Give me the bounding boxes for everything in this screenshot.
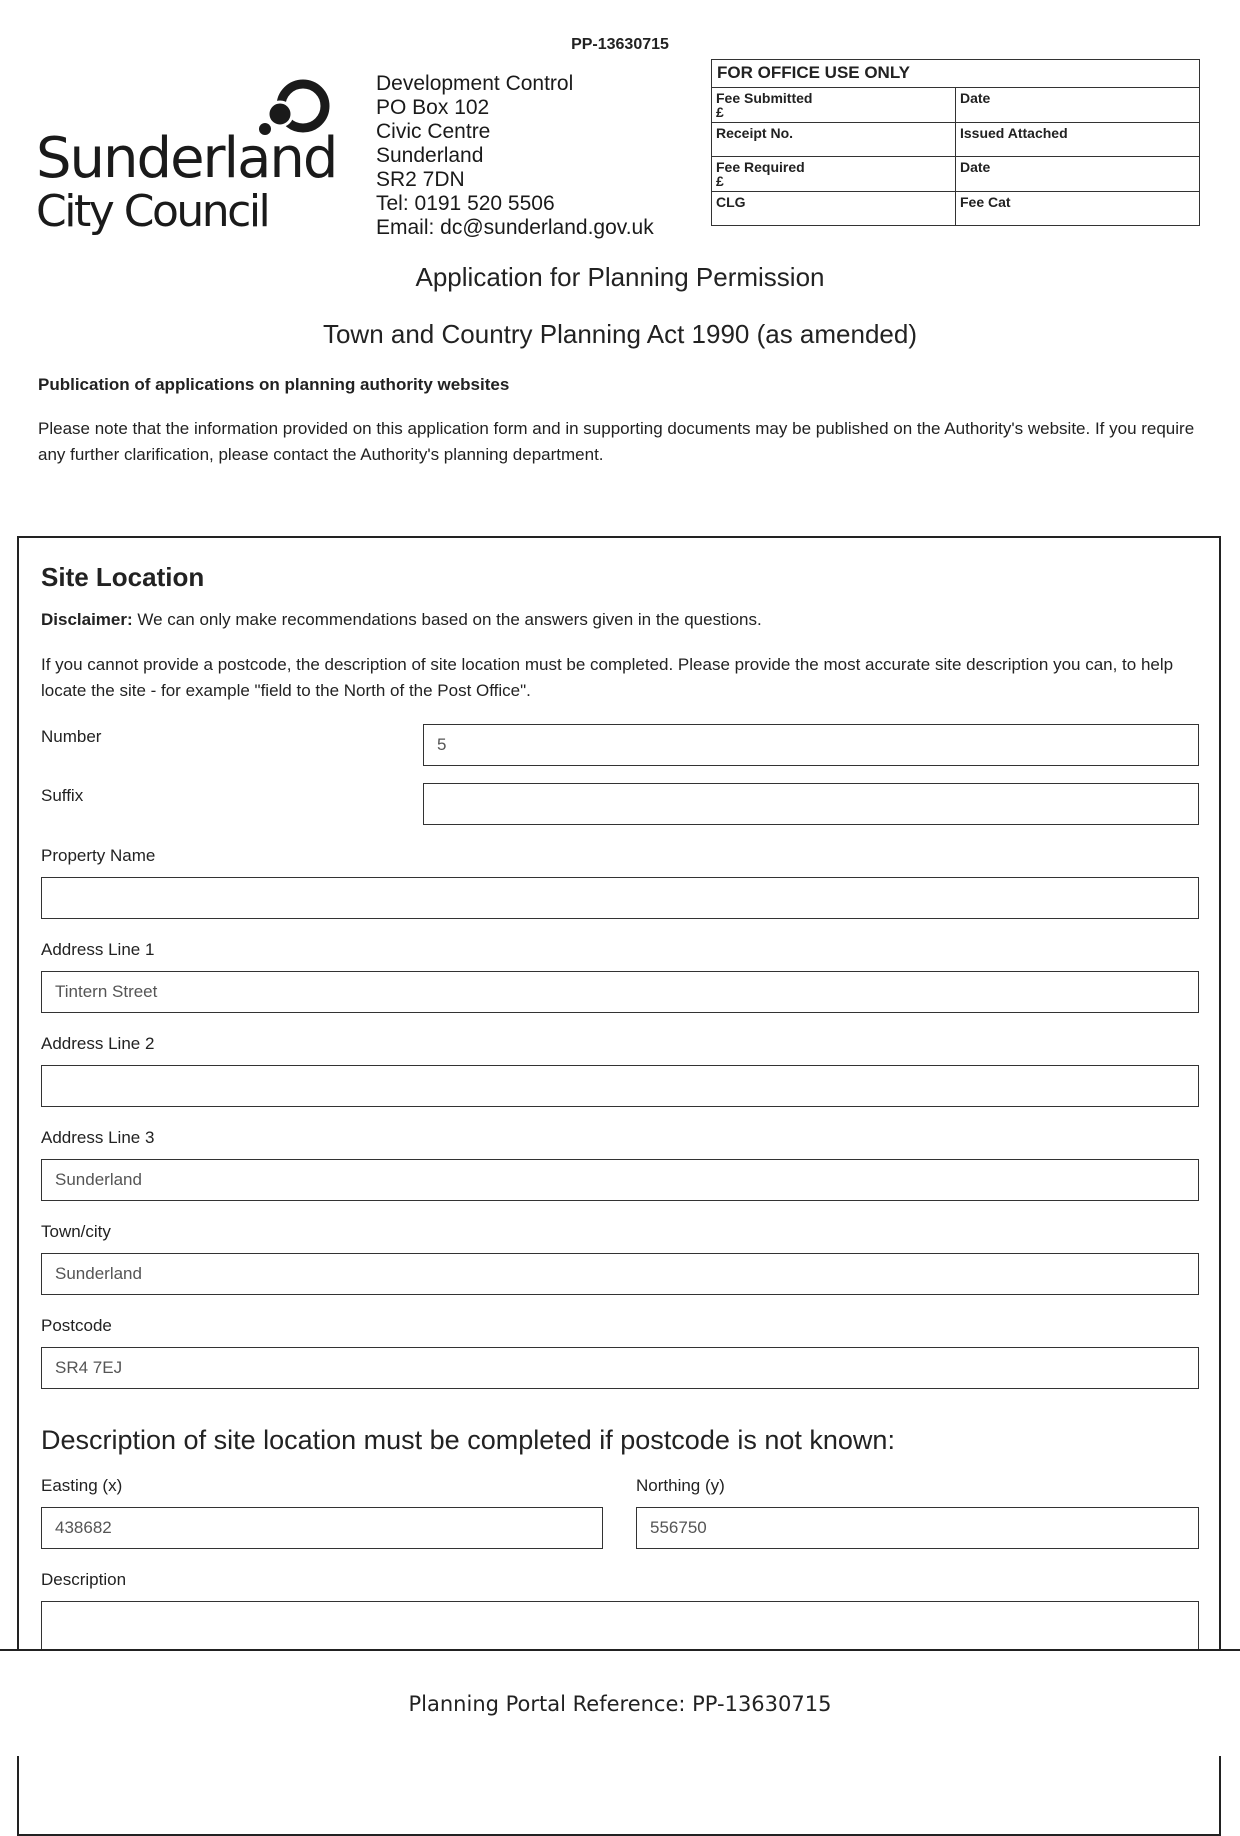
address-line: Civic Centre: [376, 120, 491, 143]
fee-required-label: Fee Required: [716, 159, 805, 175]
suffix-field[interactable]: [423, 783, 1199, 825]
date-cell: Date: [956, 157, 1200, 192]
number-field[interactable]: 5: [423, 724, 1199, 766]
number-label: Number: [41, 727, 102, 746]
address-line-3-field[interactable]: Sunderland: [41, 1159, 1199, 1201]
postcode-label: Postcode: [41, 1316, 112, 1335]
logo-text-line1: Sunderland: [36, 126, 337, 191]
town-label: Town/city: [41, 1222, 111, 1241]
northing-label: Northing (y): [636, 1476, 725, 1495]
address-line: Tel: 0191 520 5506: [376, 192, 555, 215]
property-name-label: Property Name: [41, 846, 156, 865]
address-line: Email: dc@sunderland.gov.uk: [376, 216, 654, 239]
postcode-field[interactable]: SR4 7EJ: [41, 1347, 1199, 1389]
currency-symbol: £: [716, 104, 724, 120]
publication-notice: Please note that the information provided on this application form and in supporting documents may be published on the Authority's website. If you require any further clarification, please contact the Authority's planning department.: [38, 419, 1195, 464]
section-title: Site Location: [41, 562, 205, 592]
site-location-intro: If you cannot provide a postcode, the description of site location must be completed. Please provide the most accurate site description you can, to help locate the site - for example "field to the North of the Post Office".: [41, 655, 1174, 700]
logo-text-line2: City Council: [36, 186, 269, 237]
council-address: [376, 72, 654, 240]
description-heading: Description of site location must be completed if postcode is not known:: [41, 1425, 895, 1455]
footer-reference: Planning Portal Reference: PP-13630715: [408, 1692, 832, 1716]
office-use-table: [711, 59, 1200, 226]
address-line-3-label: Address Line 3: [41, 1128, 155, 1147]
easting-field[interactable]: 438682: [41, 1507, 603, 1549]
address-line-1-label: Address Line 1: [41, 940, 155, 959]
disclaimer-text: We can only make recommendations based on the answers given in the questions.: [132, 610, 762, 629]
address-line-2-field[interactable]: [41, 1065, 1199, 1107]
fee-required-cell: [712, 157, 956, 192]
address-line: PO Box 102: [376, 96, 490, 119]
receipt-no-cell: Receipt No.: [712, 123, 956, 157]
suffix-label: Suffix: [41, 786, 84, 805]
fee-submitted-label: Fee Submitted: [716, 90, 813, 106]
application-reference: PP-13630715: [571, 36, 669, 53]
easting-label: Easting (x): [41, 1476, 123, 1495]
address-line: SR2 7DN: [376, 168, 465, 191]
address-line: Sunderland: [376, 144, 484, 167]
form-subtitle: Town and Country Planning Act 1990 (as amended): [322, 319, 918, 349]
clg-cell: CLG: [712, 192, 956, 226]
address-line-2-label: Address Line 2: [41, 1034, 155, 1053]
issued-attached-cell: Issued Attached: [956, 123, 1200, 157]
fee-submitted-cell: [712, 88, 956, 123]
description-label: Description: [41, 1570, 127, 1589]
northing-field[interactable]: 556750: [636, 1507, 1199, 1549]
council-logo: [36, 78, 336, 238]
publication-heading: Publication of applications on planning authority websites: [38, 375, 510, 394]
property-name-field[interactable]: [41, 877, 1199, 919]
disclaimer: [41, 610, 762, 630]
form-title: Application for Planning Permission: [415, 262, 825, 292]
address-line-1-field[interactable]: Tintern Street: [41, 971, 1199, 1013]
currency-symbol: £: [716, 173, 724, 189]
fee-cat-cell: Fee Cat: [956, 192, 1200, 226]
date-cell: Date: [956, 88, 1200, 123]
disclaimer-label: Disclaimer:: [41, 610, 133, 629]
town-field[interactable]: Sunderland: [41, 1253, 1199, 1295]
office-use-title: FOR OFFICE USE ONLY: [712, 60, 1200, 88]
address-line: Development Control: [376, 72, 574, 95]
